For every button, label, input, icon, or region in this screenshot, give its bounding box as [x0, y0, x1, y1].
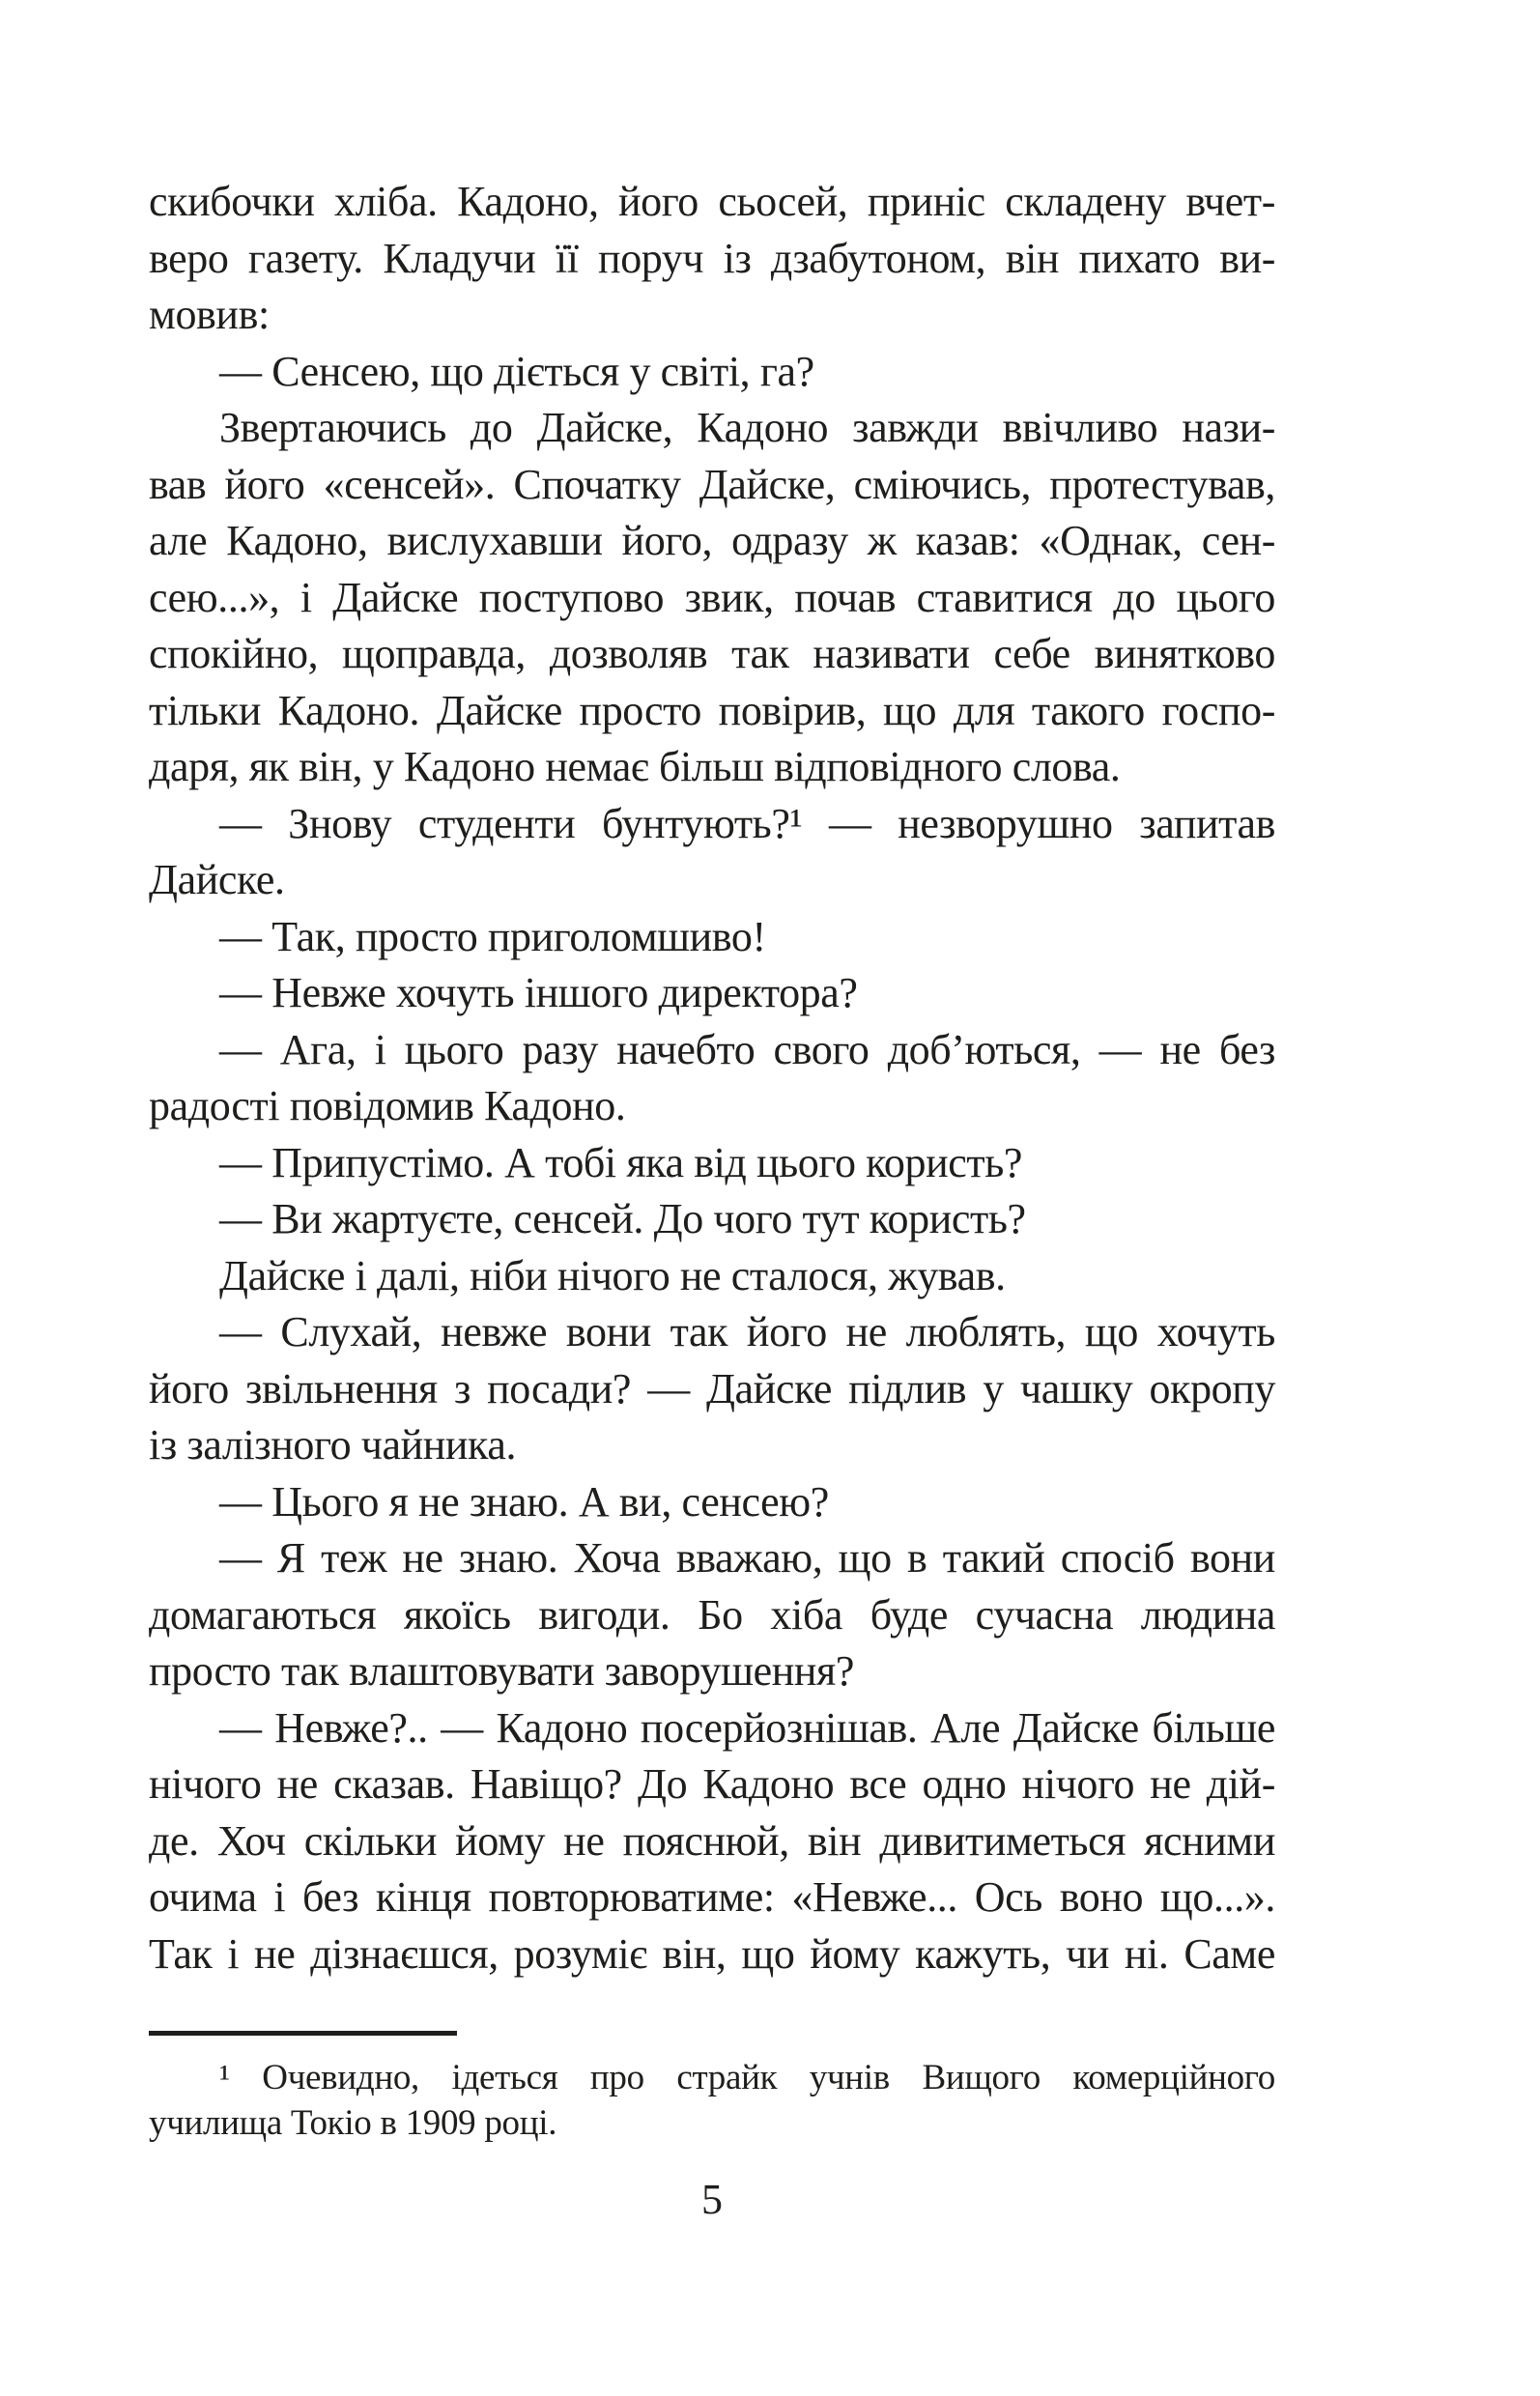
line-text: нічого не сказав. Навіщо? До Кадоно все одно нічого не дій-	[149, 1760, 1275, 1808]
line-text: очима і без кінця повторюватиме: «Невже... Ось воно що...».	[149, 1873, 1276, 1921]
line-text: веро газету. Кладучи її поруч із дзабутоном, він пихато ви-	[149, 234, 1275, 282]
body-line-13	[149, 852, 1275, 909]
line-text: із залізного чайника.	[149, 1421, 517, 1469]
line-text: — Припустімо. А тобі яка від цього користь?	[219, 1138, 1023, 1186]
line-text: сею...», і Дайске поступово звик, почав ставитися до цього	[149, 573, 1276, 621]
footnote-separator-rule	[149, 2031, 457, 2036]
line-text: — Ви жартуєте, сенсей. До чого тут користь?	[219, 1195, 1026, 1242]
line-text: — Я теж не знаю. Хоча вважаю, що в такий спосіб вони	[219, 1534, 1275, 1582]
body-line-6	[149, 457, 1275, 514]
body-line-16	[149, 1022, 1275, 1079]
body-line-7	[149, 513, 1275, 570]
line-text: вав його «сенсей». Спочатку Дайске, сміючись, протестував,	[149, 460, 1275, 508]
body-line-31	[149, 1869, 1275, 1926]
line-text: — Ага, і цього разу начебто свого доб’ються, — не без	[219, 1025, 1275, 1073]
body-line-2	[149, 231, 1275, 288]
body-line-20	[149, 1248, 1275, 1305]
body-line-9	[149, 626, 1275, 683]
body-text	[149, 174, 1275, 1982]
body-line-23	[149, 1417, 1275, 1474]
line-text: Звертаючись до Дайске, Кадоно завжди ввічливо нази-	[219, 404, 1275, 451]
body-line-28	[149, 1700, 1275, 1757]
body-line-24	[149, 1474, 1275, 1531]
line-text: Так і не дізнаєшся, розуміє він, що йому кажуть, чи ні. Саме	[149, 1929, 1276, 1978]
body-line-29	[149, 1756, 1275, 1813]
line-text: скибочки хліба. Кадоно, його сьосей, приніс складену вчет-	[149, 178, 1275, 225]
body-line-14	[149, 909, 1275, 966]
body-line-8	[149, 570, 1275, 627]
line-text: спокійно, щоправда, дозволяв так називати себе винятково	[149, 630, 1275, 677]
line-text: — Так, просто приголомшиво!	[219, 912, 766, 960]
footnote	[149, 2056, 1275, 2146]
body-line-1	[149, 174, 1275, 231]
line-text: просто так влаштовувати заворушення?	[149, 1647, 855, 1695]
line-text: Дайске і далі, ніби нічого не сталося, жував.	[219, 1251, 1006, 1299]
line-text: — Невже хочуть іншого директора?	[219, 969, 858, 1016]
body-line-17	[149, 1078, 1275, 1135]
body-line-26	[149, 1587, 1275, 1644]
body-line-32	[149, 1926, 1275, 1983]
body-line-27	[149, 1643, 1275, 1700]
line-text: його звільнення з посади? — Дайске підлив у чашку окропу	[149, 1364, 1276, 1412]
body-line-18	[149, 1135, 1275, 1192]
body-line-30	[149, 1813, 1275, 1870]
body-line-12	[149, 796, 1275, 853]
line-text: — Цього я не знаю. А ви, сенсею?	[219, 1477, 829, 1526]
line-text: де. Хоч скільки йому не пояснюй, він дивитиметься ясними	[149, 1816, 1276, 1865]
page-number: 5	[701, 2176, 723, 2223]
line-text: мовив:	[149, 291, 270, 338]
line-text: даря, як він, у Кадоно немає більш відповідного слова.	[149, 743, 1121, 790]
line-text: — Сенсею, що діється у світі, га?	[219, 347, 814, 395]
line-text: — Слухай, невже вони так його не люблять, що хочуть	[219, 1308, 1275, 1355]
line-text: — Невже?.. — Кадоно посерйознішав. Але Дайске більше	[219, 1703, 1275, 1752]
body-line-11	[149, 739, 1275, 796]
line-text: але Кадоно, вислухавши його, одразу ж казав: «Однак, сен-	[149, 517, 1275, 564]
body-line-25	[149, 1530, 1275, 1587]
line-text: ¹ Очевидно, ідеться про страйк учнів Вищого комерційного	[219, 2058, 1275, 2097]
line-text: училища Токіо в 1909 році.	[149, 2102, 557, 2143]
body-line-10	[149, 683, 1275, 740]
line-text: — Знову студенти бунтують?¹ — незворушно запитав	[219, 799, 1275, 847]
body-line-5	[149, 400, 1275, 457]
footnote-line-1	[149, 2056, 1275, 2101]
line-text: домагаються якоїсь вигоди. Бо хіба буде сучасна людина	[149, 1590, 1276, 1639]
line-text: Дайске.	[149, 856, 285, 903]
body-line-19	[149, 1191, 1275, 1248]
line-text: радості повідомив Кадоно.	[149, 1082, 626, 1129]
line-text: тільки Кадоно. Дайске просто повірив, що для такого госпо-	[149, 686, 1275, 734]
body-line-21	[149, 1304, 1275, 1361]
body-line-3	[149, 287, 1275, 344]
body-line-4	[149, 344, 1275, 401]
body-line-15	[149, 965, 1275, 1022]
body-line-22	[149, 1361, 1275, 1418]
footnote-line-2	[149, 2101, 1275, 2147]
